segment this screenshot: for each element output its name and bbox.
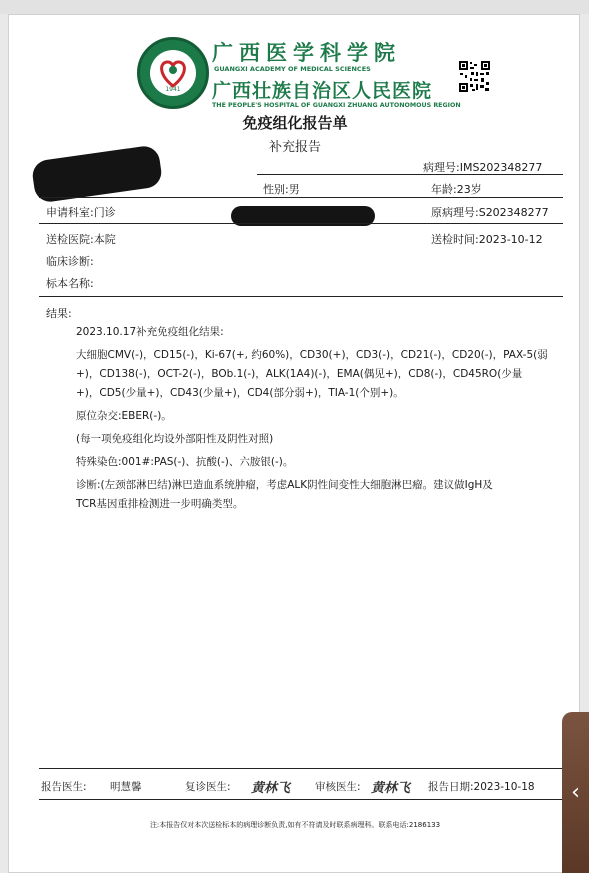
pathology-number: 病理号:IMS202348277 xyxy=(423,161,543,174)
top-bar xyxy=(0,0,589,14)
review-doctor-signature: 黄林飞 xyxy=(371,781,411,796)
specimen-name: 标本名称: xyxy=(46,277,94,290)
age-field: 年龄:23岁 xyxy=(431,183,482,196)
special-stain: 特殊染色:001#:PAS(-)、抗酸(-)、六胺银(-)。 xyxy=(76,456,294,468)
divider-line xyxy=(257,174,563,175)
divider-line xyxy=(39,296,563,297)
recheck-doctor-label: 复诊医生: xyxy=(185,781,231,793)
in-situ-hybridization: 原位杂交:EBER(-)。 xyxy=(76,410,172,422)
divider-line xyxy=(39,197,563,198)
submitting-hospital: 送检医院:本院 xyxy=(46,233,116,246)
hospital-seal-logo xyxy=(137,37,209,109)
divider-line xyxy=(39,223,563,224)
collapse-side-tab[interactable] xyxy=(562,712,589,873)
submission-time: 送检时间:2023-10-12 xyxy=(431,233,543,246)
clinical-diagnosis: 临床诊断: xyxy=(46,255,94,268)
diagnosis-line-1: 诊断:(左颈部淋巴结)淋巴造血系统肿瘤，考虑ALK阴性间变性大细胞淋巴瘤。建议做IgH及 xyxy=(76,479,493,491)
chevron-left-icon: ‹ xyxy=(571,780,580,805)
ihc-line-2: +)，CD138(-)，OCT-2(-)，BOb.1(-)，ALK(1A4)(-)，EMA(偶见+)，CD8(-)，CD45RO(少量 xyxy=(76,368,523,380)
ihc-line-3: +)，CD5(少量+)，CD43(少量+)，CD4(部分弱+)，TIA-1(个别+)。 xyxy=(76,387,404,399)
result-body xyxy=(76,323,566,514)
svg-text:1941: 1941 xyxy=(165,86,181,93)
footer-divider-top xyxy=(39,768,563,769)
diagnosis-line-2: TCR基因重排检测进一步明确类型。 xyxy=(76,498,244,510)
ihc-line-1: 大细胞CMV(-)，CD15(-)，Ki-67(+, 约60%)，CD30(+)，CD3(-)，CD21(-)，CD20(-)，PAX-5(弱 xyxy=(76,349,548,361)
hospital-name-en-2: THE PEOPLE'S HOSPITAL OF GUANGXI ZHUANG AUTONOMOUS REGION xyxy=(212,102,461,109)
original-pathology-number: 原病理号:S202348277 xyxy=(431,206,549,219)
report-subtitle: 补充报告 xyxy=(268,140,321,155)
qr-code-icon xyxy=(458,60,491,93)
reporter-label: 报告医生: xyxy=(41,781,87,793)
recheck-doctor-signature: 黄林飞 xyxy=(251,781,291,796)
department-field: 申请科室:门诊 xyxy=(46,206,116,219)
report-page xyxy=(8,14,580,873)
result-date-line: 2023.10.17补充免疫组化结果: xyxy=(76,326,224,338)
report-title: 免疫组化报告单 xyxy=(242,114,348,132)
hospital-name-en-1: GUANGXI ACADEMY OF MEDICAL SCIENCES xyxy=(214,65,371,73)
gender-field: 性别:男 xyxy=(263,183,300,196)
footer-divider-bottom xyxy=(39,799,563,800)
reporter-name: 明慧馨 xyxy=(110,781,142,793)
report-date: 报告日期:2023-10-18 xyxy=(428,781,535,793)
result-heading: 结果: xyxy=(46,307,72,320)
hospital-name-cn-2: 广西壮族自治区人民医院 xyxy=(212,80,433,102)
control-note: (每一项免疫组化均设外部阳性及阴性对照) xyxy=(76,433,274,445)
disclaimer-note: 注:本报告仅对本次送检标本的病理诊断负责,如有不符请及时联系病理科。联系电话:2186133 xyxy=(149,821,441,829)
hospital-name-cn-1: 广西医学科学院 xyxy=(212,40,401,65)
review-doctor-label: 审核医生: xyxy=(315,781,361,793)
